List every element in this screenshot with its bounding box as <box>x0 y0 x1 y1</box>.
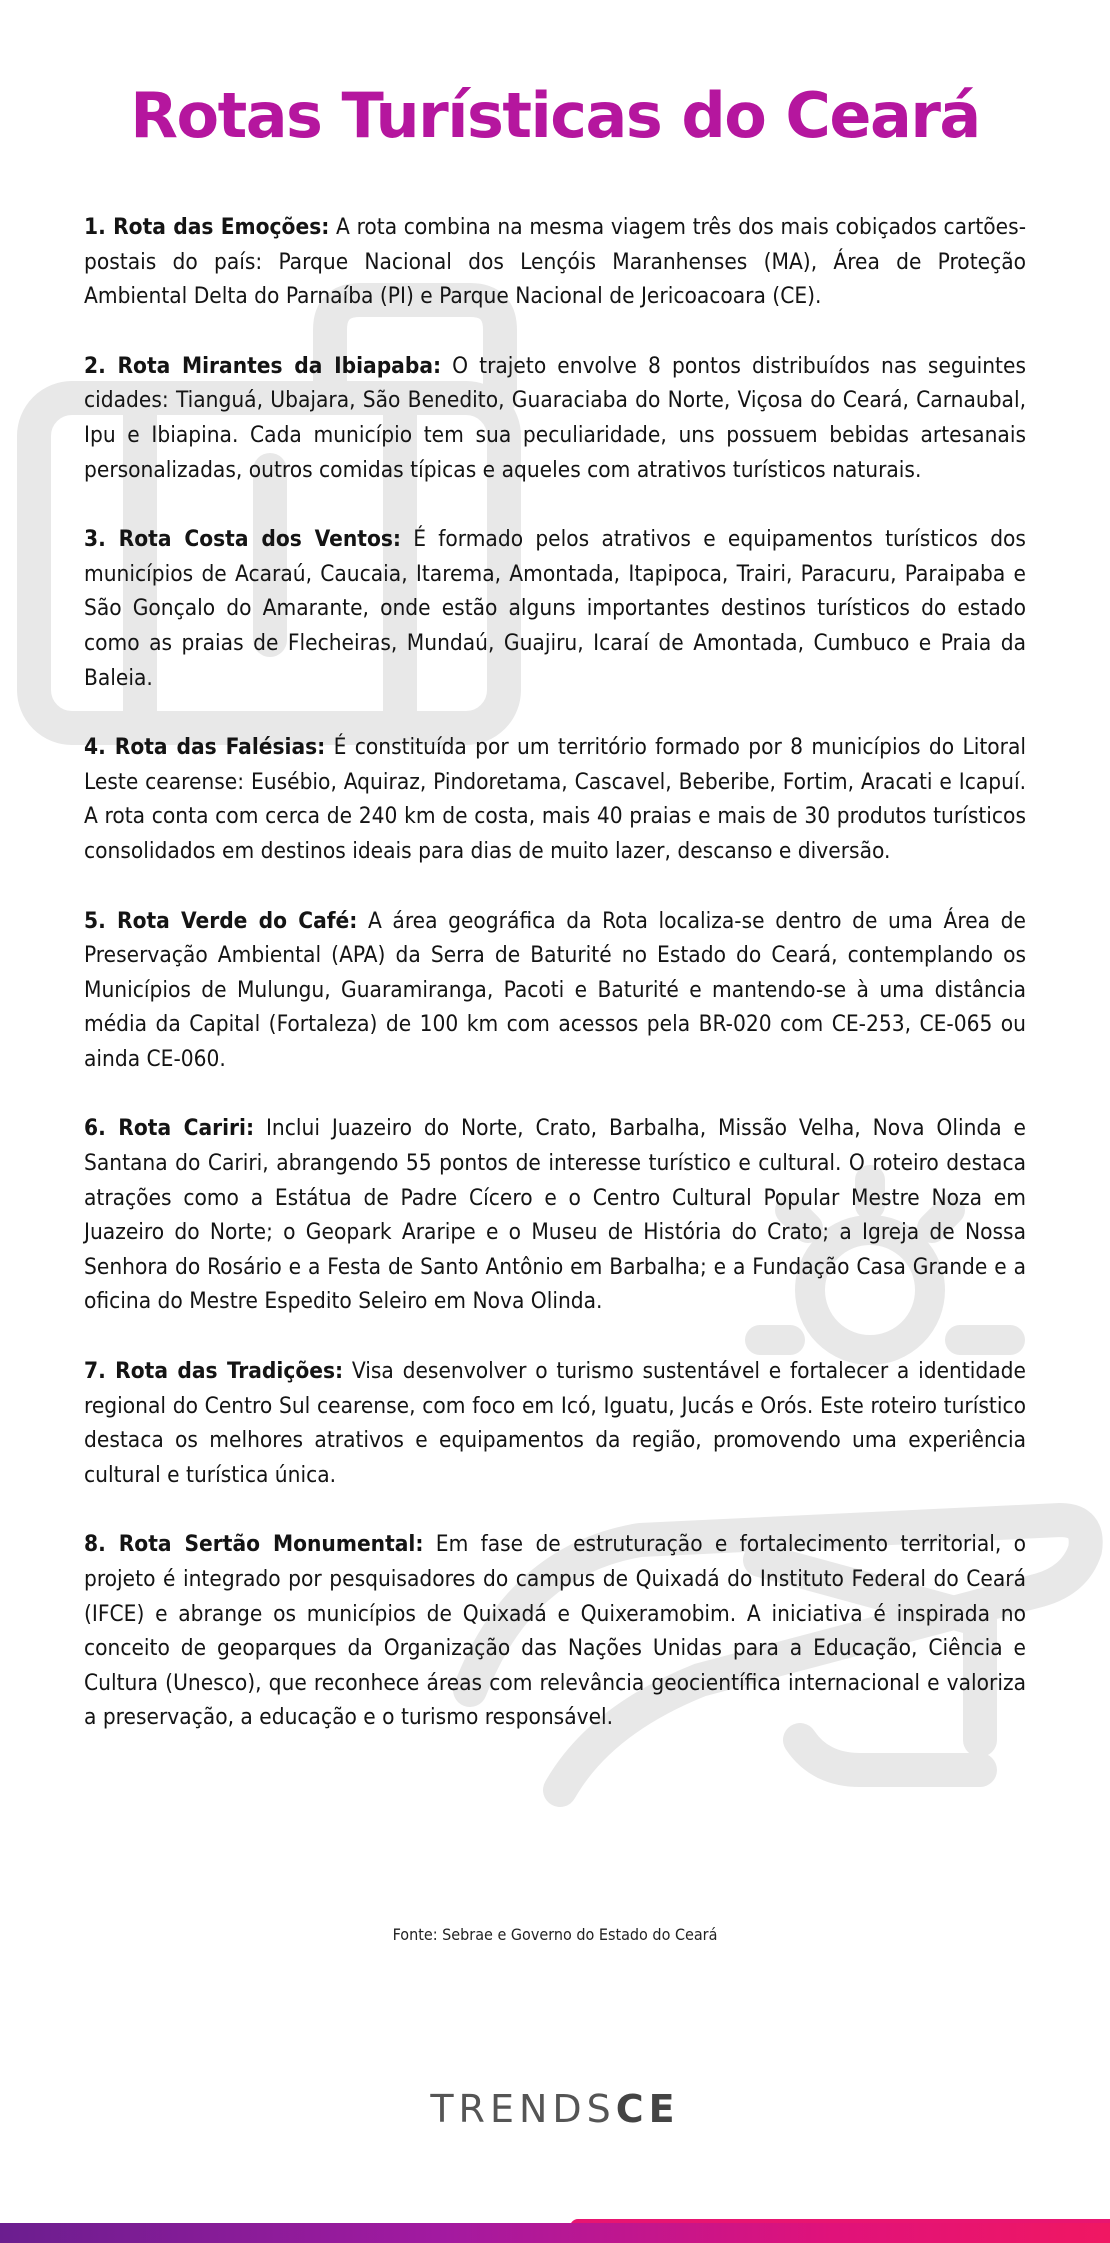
route-description: A rota combina na mesma viagem três dos mais cobiçados cartões-postais do país: Parque Nacional dos Lençóis Maranhenses (MA), Área de Proteção Ambiental Delta do Parnaíba (PI) e Parque Nacional de Jericoacoara (CE). <box>84 214 1026 310</box>
logo-text-bold: CE <box>615 2087 680 2131</box>
route-label: 3. Rota Costa dos Ventos: <box>84 526 401 553</box>
route-label: 4. Rota das Falésias: <box>84 734 326 761</box>
route-label: 7. Rota das Tradições: <box>84 1358 344 1385</box>
source-note: Fonte: Sebrae e Governo do Estado do Ceará <box>392 1925 718 1944</box>
route-item-8 <box>84 1527 1026 1735</box>
route-label: 2. Rota Mirantes da Ibiapaba: <box>84 352 442 379</box>
route-item-3 <box>84 522 1026 695</box>
route-description: É formado pelos atrativos e equipamentos turísticos dos municípios de Acaraú, Caucaia, Itarema, Amontada, Itapipoca, Trairi, Paracuru, Paraipaba e São Gonçalo do Amarante, onde estão alguns importantes destinos turísticos do estado como as praias de Flecheiras, Mundaú, Guajiru, Icaraí de Amontada, Cumbuco e Praia da Baleia. <box>84 526 1026 691</box>
trendsce-logo <box>0 2084 1110 2134</box>
route-description: Em fase de estruturação e fortalecimento territorial, o projeto é integrado por pesquisadores do campus de Quixadá do Instituto Federal do Ceará (IFCE) e abrange os municípios de Quixadá e Quixeramobim. A iniciativa é inspirada no conceito de geoparques da Organização das Nações Unidas para a Educação, Ciência e Cultura (Unesco), que reconhece áreas com relevância geocientífica internacional e valoriza a preservação, a educação e o turismo responsável. <box>84 1531 1026 1731</box>
page-title: Rotas Turísticas do Ceará <box>130 79 980 152</box>
route-label: 8. Rota Sertão Monumental: <box>84 1531 424 1558</box>
route-label: 6. Rota Cariri: <box>84 1115 255 1142</box>
routes-list <box>84 210 1026 1770</box>
bottom-gradient-bar <box>0 2223 1110 2243</box>
route-description: A área geográfica da Rota localiza-se dentro de uma Área de Preservação Ambiental (APA) da Serra de Baturité no Estado do Ceará, contemplando os Municípios de Mulungu, Guaramiranga, Pacoti e Baturité e mantendo-se à uma distância média da Capital (Fortaleza) de 100 km com acessos pela BR-020 com CE-253, CE-065 ou ainda CE-060. <box>84 907 1026 1072</box>
logo-text-light: TRENDS <box>430 2087 616 2131</box>
route-item-7 <box>84 1354 1026 1492</box>
route-label: 5. Rota Verde do Café: <box>84 907 358 934</box>
route-item-2 <box>84 349 1026 487</box>
route-label: 1. Rota das Emoções: <box>84 214 330 240</box>
route-description: O trajeto envolve 8 pontos distribuídos nas seguintes cidades: Tianguá, Ubajara, São Benedito, Guaraciaba do Norte, Viçosa do Ceará, Carnaubal, Ipu e Ibiapina. Cada município tem sua peculiaridade, uns possuem bebidas artesanais personalizadas, outros comidas típicas e aqueles com atrativos turísticos naturais. <box>84 352 1026 483</box>
route-item-5 <box>84 904 1026 1077</box>
route-description: Visa desenvolver o turismo sustentável e fortalecer a identidade regional do Centro Sul cearense, com foco em Icó, Iguatu, Jucás e Orós. Este roteiro turístico destaca os melhores atrativos e equipamentos da região, promovendo uma experiência cultural e turística única. <box>84 1358 1026 1488</box>
route-item-6 <box>84 1111 1026 1319</box>
route-item-1 <box>84 210 1026 314</box>
route-description: É constituída por um território formado por 8 municípios do Litoral Leste cearense: Eusébio, Aquiraz, Pindoretama, Cascavel, Beberibe, Fortim, Aracati e Icapuí. A rota conta com cerca de 240 km de costa, mais 40 praias e mais de 30 produtos turísticos consolidados em destinos ideais para dias de muito lazer, descanso e diversão. <box>84 734 1026 864</box>
route-description: Inclui Juazeiro do Norte, Crato, Barbalha, Missão Velha, Nova Olinda e Santana do Cariri, abrangendo 55 pontos de interesse turístico e cultural. O roteiro destaca atrações como a Estátua de Padre Cícero e o Centro Cultural Popular Mestre Noza em Juazeiro do Norte; o Geopark Araripe e o Museu de História do Crato; a Igreja de Nossa Senhora do Rosário e a Festa de Santo Antônio em Barbalha; e a Fundação Casa Grande e a oficina do Mestre Espedito Seleiro em Nova Olinda. <box>84 1115 1027 1315</box>
route-item-4 <box>84 730 1026 868</box>
